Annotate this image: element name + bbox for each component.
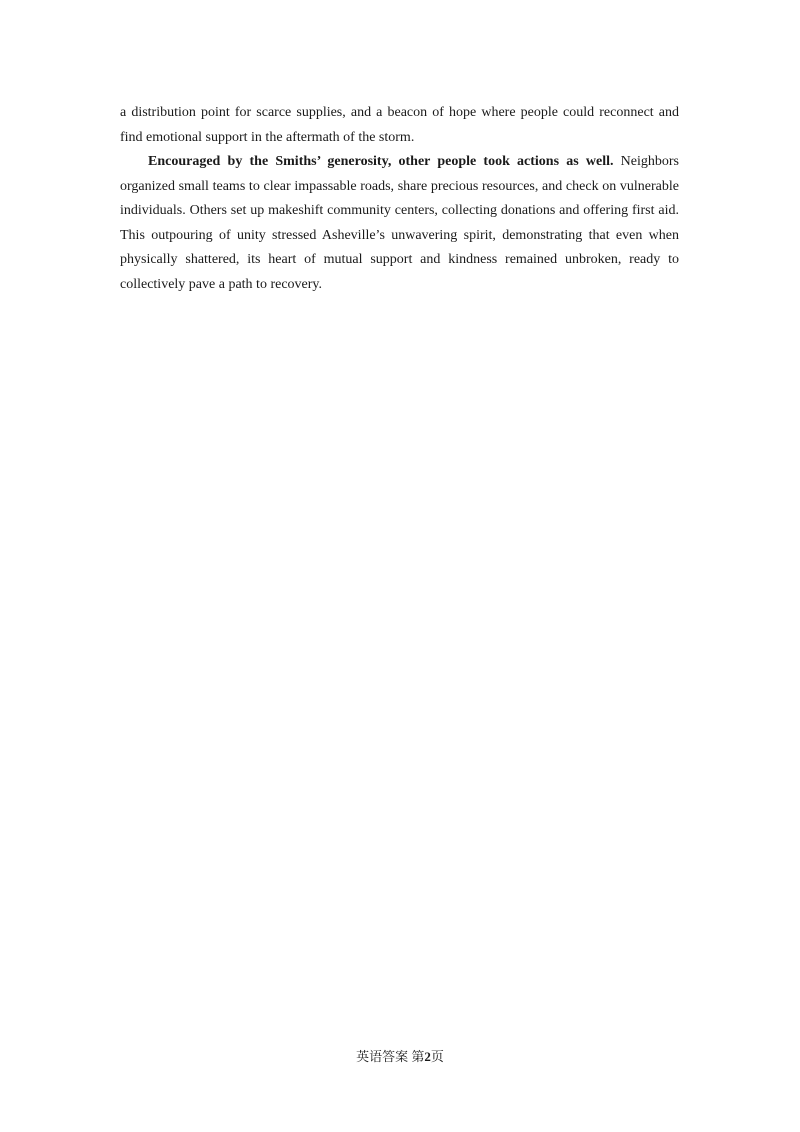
paragraph-text: a distribution point for scarce supplies, and a beacon of hope where people could reconnect and find emotional support in the aftermath of the storm. <box>120 105 679 145</box>
paragraph-community-action <box>120 150 679 297</box>
footer-page-suffix: 页 <box>430 1049 444 1064</box>
page-footer <box>0 1048 800 1066</box>
footer-page-prefix: 第 <box>411 1049 425 1064</box>
footer-label: 英语答案 <box>356 1049 409 1064</box>
footer-page-number: 2 <box>424 1049 431 1064</box>
answer-body <box>120 101 679 297</box>
paragraph-continuation <box>120 101 679 150</box>
paragraph-lead-sentence: Encouraged by the Smiths’ generosity, other people took actions as well. <box>148 154 614 169</box>
paragraph-text: Neighbors organized small teams to clear impassable roads, share precious resources, and check on vulnerable individuals. Others set up makeshift community centers, collecting donations and offering first aid. This outpouring of unity stressed Asheville’s unwavering spirit, demonstrating that even when physically shattered, its heart of mutual support and kindness remained unbroken, ready to collectively pave a path to recovery. <box>120 154 680 292</box>
